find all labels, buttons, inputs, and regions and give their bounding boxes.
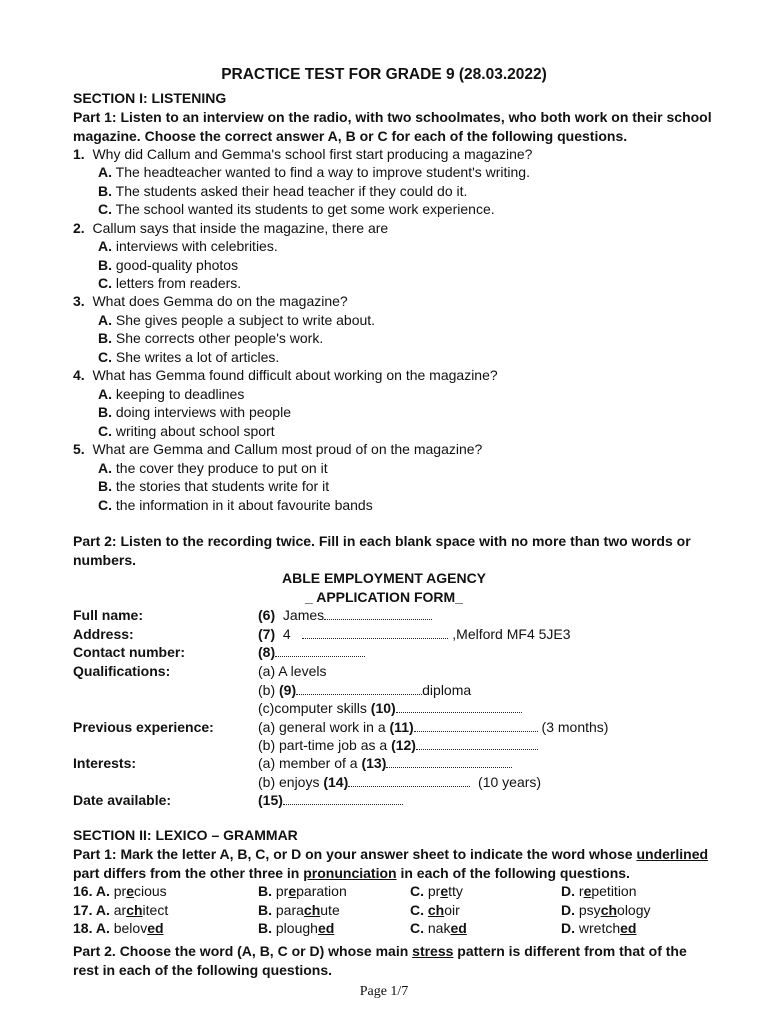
full-name-field: (6) James bbox=[258, 607, 432, 623]
section2-part2-line2: rest in each of the following questions. bbox=[73, 962, 333, 978]
q17-option-d: D. psychology bbox=[561, 902, 651, 918]
blank-7[interactable] bbox=[302, 628, 448, 639]
qualifications-label: Qualifications: bbox=[73, 663, 171, 679]
q5-option-b: B. the stories that students write for it bbox=[98, 478, 330, 494]
q2-option-b: B. good-quality photos bbox=[98, 257, 239, 273]
q18-option-d: D. wretched bbox=[561, 920, 637, 936]
full-name-label: Full name: bbox=[73, 607, 144, 623]
q3-option-a: A. She gives people a subject to write about. bbox=[98, 312, 376, 328]
agency-name: ABLE EMPLOYMENT AGENCY bbox=[281, 570, 487, 586]
q4-option-b: B. doing interviews with people bbox=[98, 404, 291, 420]
part2-instruction-line2: numbers. bbox=[73, 552, 137, 568]
q2-option-a: A. interviews with celebrities. bbox=[98, 238, 278, 254]
interests-a: (a) member of a (13) bbox=[258, 755, 512, 771]
q3-option-b: B. She corrects other people's work. bbox=[98, 330, 324, 346]
section2-part2-line1: Part 2. Choose the word (A, B, C or D) whose main stress pattern is different from that of the bbox=[73, 943, 687, 959]
address-field: (7) 4 ,Melford MF4 5JE3 bbox=[258, 626, 571, 642]
question-4: 4. What has Gemma found difficult about working on the magazine? bbox=[73, 367, 498, 383]
q17-option-b: B. parachute bbox=[258, 902, 340, 918]
q16-option-a: 16. A. precious bbox=[73, 883, 167, 899]
form-title: _ APPLICATION FORM_ bbox=[305, 589, 463, 605]
address-label: Address: bbox=[73, 626, 134, 642]
previous-experience-label: Previous experience: bbox=[73, 719, 214, 735]
q18-option-c: C. naked bbox=[410, 920, 467, 936]
question-2: 2. Callum says that inside the magazine, there are bbox=[73, 220, 389, 236]
q4-option-c: C. writing about school sport bbox=[98, 423, 275, 439]
contact-field: (8) bbox=[258, 644, 365, 660]
test-title: PRACTICE TEST FOR GRADE 9 (28.03.2022) bbox=[221, 66, 547, 83]
q18-option-a: 18. A. beloved bbox=[73, 920, 164, 936]
interests-b: (b) enjoys (14) (10 years) bbox=[258, 774, 542, 790]
part1-instruction-line1: Part 1: Listen to an interview on the radio, with two schoolmates, who both work on their school bbox=[73, 109, 712, 125]
experience-a: (a) general work in a (11) (3 months) bbox=[258, 719, 609, 735]
section2-part1-line1: Part 1: Mark the letter A, B, C, or D on your answer sheet to indicate the word whose underlined bbox=[73, 846, 709, 862]
qualification-a: (a) A levels bbox=[258, 663, 327, 679]
part1-instruction-line2: magazine. Choose the correct answer A, B or C for each of the following questions. bbox=[73, 128, 628, 144]
part2-instruction-line1: Part 2: Listen to the recording twice. Fill in each blank space with no more than two words or bbox=[73, 533, 691, 549]
question-5: 5. What are Gemma and Callum most proud of on the magazine? bbox=[73, 441, 483, 457]
question-3: 3. What does Gemma do on the magazine? bbox=[73, 293, 348, 309]
q2-option-c: C. letters from readers. bbox=[98, 275, 242, 291]
q16-option-d: D. repetition bbox=[561, 883, 637, 899]
q1-option-b: B. The students asked their head teacher if they could do it. bbox=[98, 183, 468, 199]
interests-label: Interests: bbox=[73, 755, 137, 771]
q4-option-a: A. keeping to deadlines bbox=[98, 386, 245, 402]
blank-14[interactable] bbox=[348, 776, 470, 787]
question-1: 1. Why did Callum and Gemma's school first start producing a magazine? bbox=[73, 146, 533, 162]
q17-option-c: C. choir bbox=[410, 902, 460, 918]
blank-13[interactable] bbox=[386, 757, 512, 768]
q17-option-a: 17. A. architect bbox=[73, 902, 169, 918]
date-available-field: (15) bbox=[258, 792, 403, 808]
blank-11[interactable] bbox=[414, 721, 538, 732]
blank-8[interactable] bbox=[275, 646, 365, 657]
section2-heading: SECTION II: LEXICO – GRAMMAR bbox=[73, 827, 298, 843]
q1-option-c: C. The school wanted its students to get some work experience. bbox=[98, 201, 495, 217]
page-number: Page 1/7 bbox=[359, 984, 409, 999]
section1-heading: SECTION I: LISTENING bbox=[73, 90, 227, 106]
q16-option-b: B. preparation bbox=[258, 883, 347, 899]
q16-option-c: C. pretty bbox=[410, 883, 463, 899]
experience-b: (b) part-time job as a (12) bbox=[258, 737, 538, 753]
q5-option-a: A. the cover they produce to put on it bbox=[98, 460, 328, 476]
q18-option-b: B. ploughed bbox=[258, 920, 335, 936]
blank-10[interactable] bbox=[396, 702, 522, 713]
q3-option-c: C. She writes a lot of articles. bbox=[98, 349, 280, 365]
blank-9[interactable] bbox=[296, 684, 422, 695]
blank-6[interactable] bbox=[324, 609, 432, 620]
contact-label: Contact number: bbox=[73, 644, 185, 660]
section2-part1-line2: part differs from the other three in pronunciation in each of the following questions. bbox=[73, 865, 630, 881]
blank-15[interactable] bbox=[283, 794, 403, 805]
blank-12[interactable] bbox=[416, 739, 538, 750]
qualification-c: (c)computer skills (10) bbox=[258, 700, 522, 716]
date-available-label: Date available: bbox=[73, 792, 172, 808]
qualification-b: (b) (9) diploma bbox=[258, 682, 472, 698]
q5-option-c: C. the information in it about favourite bands bbox=[98, 497, 373, 513]
q1-option-a: A. The headteacher wanted to find a way to improve student's writing. bbox=[98, 164, 530, 180]
